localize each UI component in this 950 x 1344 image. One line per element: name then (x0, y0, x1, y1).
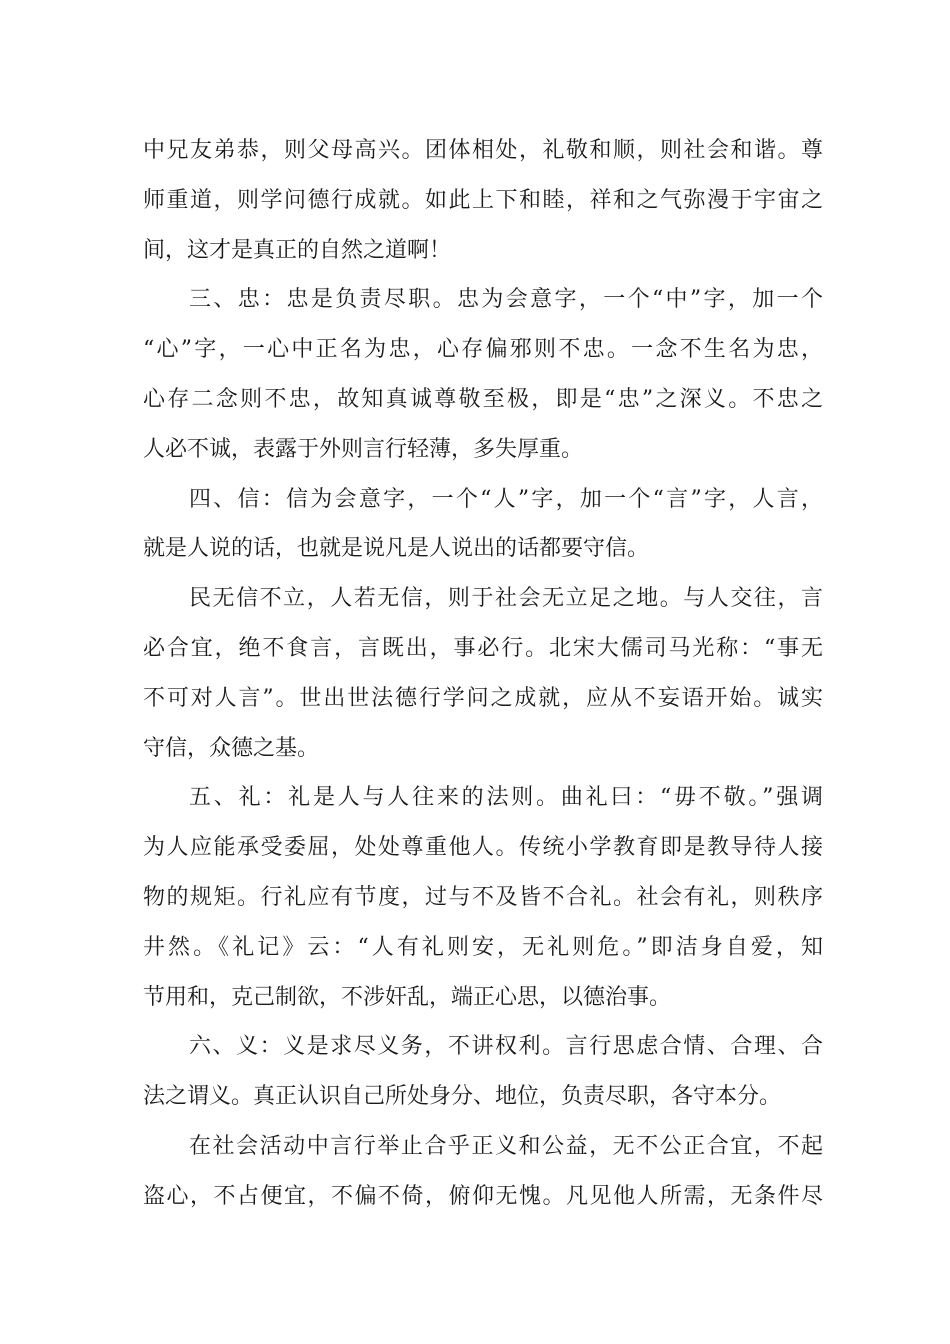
text-line: 节用和，克己制欲，不涉奸乱，端正心思，以德治事。 (143, 984, 672, 1010)
text-line: 中兄友弟恭，则父母高兴。团体相处，礼敬和顺，则社会和谐。尊 (143, 138, 823, 163)
text-line: 民无信不立，人若无信，则于社会无立足之地。与人交往，言 (189, 586, 823, 612)
text-line: 不可对人言”。世出世法德行学问之成就，应从不妄语开始。诚实 (143, 685, 823, 711)
paragraph (143, 1022, 823, 1122)
text-line: 四、信：信为会意字，一个“人”字，加一个“言”字，人言， (189, 486, 823, 512)
paragraph (143, 475, 823, 575)
paragraph (143, 126, 823, 275)
text-line: 就是人说的话，也就是说凡是人说出的话都要守信。 (143, 536, 650, 562)
paragraph (143, 275, 823, 474)
document-body (143, 126, 823, 1222)
paragraph (143, 1122, 823, 1222)
paragraph (143, 773, 823, 1022)
text-line: 五、礼：礼是人与人往来的法则。曲礼曰：“毋不敬。”强调 (189, 785, 823, 811)
text-line: “心”字，一心中正名为忠，心存偏邪则不忠。一念不生名为忠， (143, 337, 823, 363)
text-line: 守信，众德之基。 (143, 735, 320, 761)
text-line: 必合宜，绝不食言，言既出，事必行。北宋大儒司马光称：“事无 (143, 635, 823, 661)
text-line: 六、义：义是求尽义务，不讲权利。言行思虑合情、合理、合 (189, 1034, 823, 1060)
text-line: 盗心，不占便宜，不偏不倚，俯仰无愧。凡见他人所需，无条件尽 (143, 1183, 823, 1209)
text-line: 人必不诚，表露于外则言行轻薄，多失厚重。 (143, 436, 584, 462)
text-line: 物的规矩。行礼应有节度，过与不及皆不合礼。社会有礼，则秩序 (143, 884, 823, 910)
text-line: 在社会活动中言行举止合乎正义和公益，无不公正合宜，不起 (189, 1133, 823, 1159)
text-line: 法之谓义。真正认识自己所处身分、地位，负责尽职，各守本分。 (143, 1084, 782, 1110)
text-line: 为人应能承受委屈，处处尊重他人。传统小学教育即是教导待人接 (143, 835, 823, 861)
text-line: 间，这才是真正的自然之道啊！ (143, 237, 452, 263)
text-line: 师重道，则学问德行成就。如此上下和睦，祥和之气弥漫于宇宙之 (143, 187, 823, 213)
text-line: 心存二念则不忠，故知真诚尊敬至极，即是“忠”之深义。不忠之 (143, 386, 823, 412)
paragraph (143, 574, 823, 773)
text-line: 三、忠：忠是负责尽职。忠为会意字，一个“中”字，加一个 (189, 287, 823, 313)
text-line: 井然。《礼记》云：“人有礼则安，无礼则危。”即洁身自爱，知 (143, 934, 823, 960)
